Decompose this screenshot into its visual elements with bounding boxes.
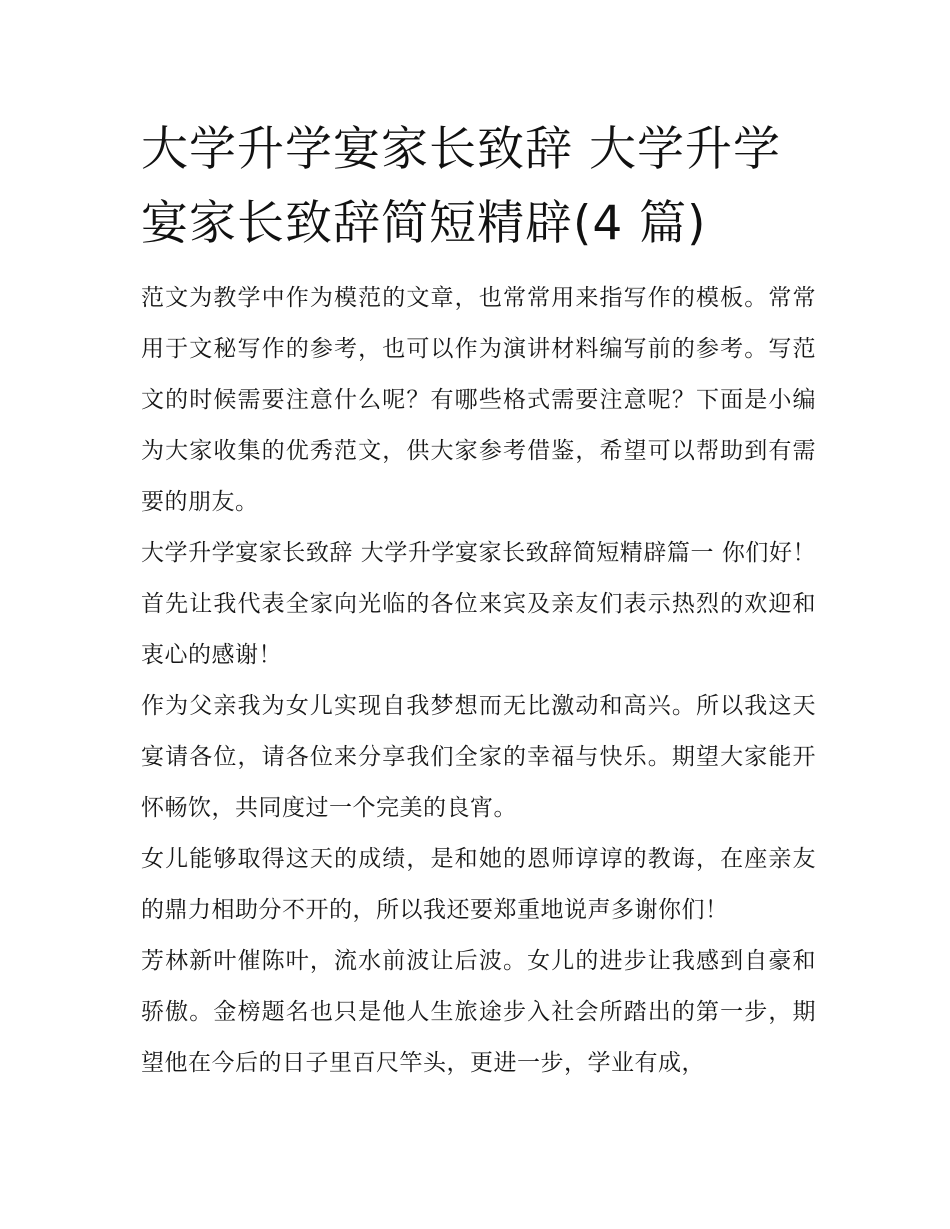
- paragraph-progress: 芳林新叶催陈叶，流水前波让后波。女儿的进步让我感到自豪和骄傲。金榜题名也只是他人生旅途步入社会所踏出的第一步，期望他在今后的日子里百尺竿头，更进一步，学业有成，: [141, 948, 816, 1076]
- document-title: 大学升学宴家长致辞 大学升学宴家长致辞简短精辟(4 篇): [141, 122, 781, 251]
- paragraph-greeting: 大学升学宴家长致辞 大学升学宴家长致辞简短精辟篇一 你们好！ 首先让我代表全家向光临的各位来宾及亲友们表示热烈的欢迎和衷心的感谢！: [141, 540, 816, 668]
- paragraph-intro: 范文为教学中作为模范的文章，也常常用来指写作的模板。常常用于文秘写作的参考，也可以作为演讲材料编写前的参考。写范文的时候需要注意什么呢？有哪些格式需要注意呢？下面是小编为大家收集的优秀范文，供大家参考借鉴，希望可以帮助到有需要的朋友。: [141, 285, 816, 515]
- paragraph-father: 作为父亲我为女儿实现自我梦想而无比激动和高兴。所以我这天宴请各位，请各位来分享我们全家的幸福与快乐。期望大家能开怀畅饮，共同度过一个完美的良宵。: [141, 693, 816, 821]
- document-body: [141, 113, 816, 1089]
- paragraph-thanks: 女儿能够取得这天的成绩，是和她的恩师谆谆的教诲，在座亲友的鼎力相助分不开的，所以我还要郑重地说声多谢你们！: [141, 846, 816, 923]
